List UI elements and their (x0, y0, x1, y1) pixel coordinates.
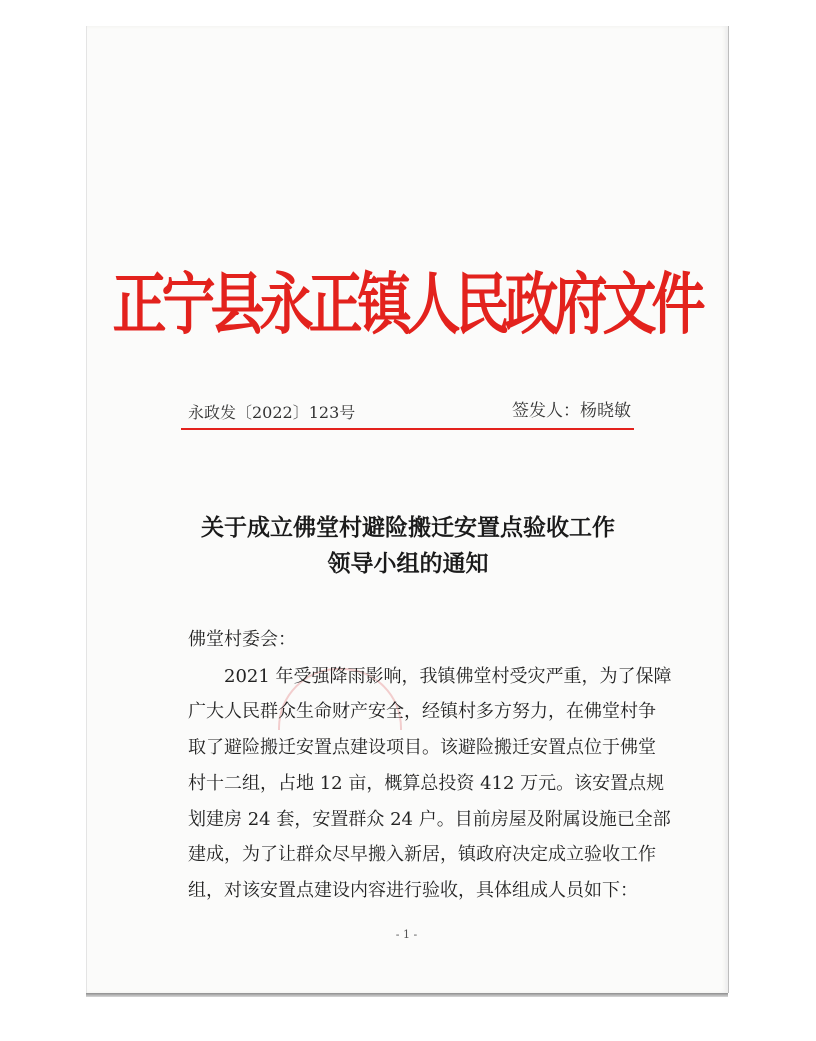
header-title: 正宁县永正镇人民政府文件 (112, 265, 701, 344)
body-line-1: 2021 年受强降雨影响，我镇佛堂村受灾严重，为了保障 (224, 666, 672, 687)
body-line-2: 广大人民群众生命财产安全，经镇村多方努力，在佛堂村争 (188, 701, 656, 722)
body-line-4: 村十二组，占地 12 亩，概算总投资 412 万元。该安置点规 (188, 773, 665, 794)
issuer-signature: 签发人：杨晓敏 (512, 401, 631, 421)
salutation: 佛堂村委会： (188, 629, 296, 650)
page-edge-shadow (86, 993, 728, 997)
body-line-7: 组，对该安置点建设内容进行验收，具体组成人员如下： (188, 880, 638, 901)
red-divider-line (181, 428, 634, 430)
body-line-3: 取了避险搬迁安置点建设项目。该避险搬迁安置点位于佛堂 (188, 737, 656, 758)
page-number: - 1 - (395, 928, 418, 941)
notice-title-line-1: 关于成立佛堂村避险搬迁安置点验收工作 (201, 514, 615, 541)
body-line-6: 建成，为了让群众尽早搬入新居，镇政府决定成立验收工作 (188, 844, 656, 865)
body-line-5: 划建房 24 套，安置群众 24 户。目前房屋及附属设施已全部 (188, 809, 671, 830)
document-number: 永政发〔2022〕123号 (188, 403, 356, 422)
notice-title-line-2: 领导小组的通知 (327, 550, 489, 577)
